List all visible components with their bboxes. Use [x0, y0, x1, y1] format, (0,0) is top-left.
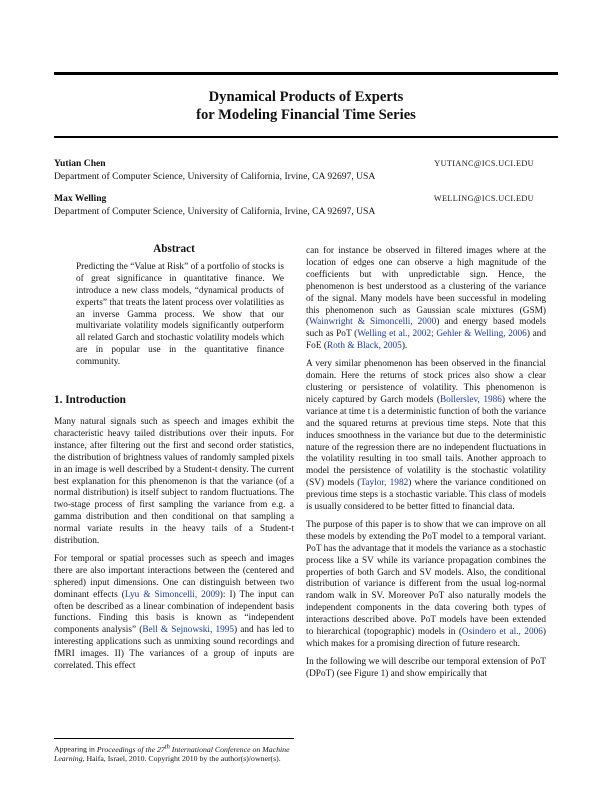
right-column [306, 246, 546, 687]
author-name: Max Welling [54, 193, 107, 204]
footnote: Appearing in Proceedings of the 27th International Conference on Machine Learning, Haifa, Israel, 2010. Copyright 2010 by the author(s)/owner(s). [54, 738, 294, 764]
citation-link[interactable]: Osindero et al., 2006 [461, 627, 543, 638]
bottom-title-rule [54, 136, 558, 138]
citation-link[interactable]: Wainwright & Simoncelli, 2000 [309, 317, 437, 328]
author-affiliation: Department of Computer Science, University of California, Irvine, CA 92697, USA [54, 171, 376, 182]
abstract-text: Predicting the “Value at Risk” of a portfolio of stocks is of great significance in quantitative finance. We introduce a new class models, “dynamical products of experts” that treats the latent process over volatilities as an inverse Gamma process. We show that our multivariate volatility models significantly outperform all related Garch and stochastic volatility models which are in popular use in the quantitative finance community. [76, 261, 284, 368]
abstract-heading: Abstract [153, 243, 195, 255]
paragraph: can for instance be observed in filtered images where at the location of edges one can observe a high magnitude of the coefficients but with unpredictable sign. Hence, the phenomenon is best understood as a clustering of the variance of the signal. Many models have been successful in modeling this phenomenon such as Gaussian scale mixtures (GSM) (Wainwright & Simoncelli, 2000) and energy based models such as PoT (Welling et al., 2002; Gehler & Welling, 2006) and FoE (Roth & Black, 2005). [306, 246, 546, 352]
paragraph: For temporal or spatial processes such as speech and images there are also important interactions between the (centered and sphered) input dimensions. One can distinguish between two dominant effects (Lyu & Simoncelli, 2009): I) The input can often be described as a linear combination of independent basis functions. Finding this basis is known as “independent components analysis” (Bell & Sejnowski, 1995) and has led to interesting applications such as unmixing sound recordings and fMRI images. II) The variances of a group of inputs are correlated. This effect [54, 553, 294, 672]
paragraph: The purpose of this paper is to show that we can improve on all these models by extending the PoT model to a temporal variant. PoT has the advantage that it models the variance as a stochastic process like a SV while its variance propagation combines the properties of both Garch and SV models. Also, the conditional distribution of variance is different from the usual log-normal random walk in SV. Moreover PoT also naturally models the independent components in the data covering both types of interactions described above. PoT models have been extended to hierarchical (topographic) models in (Osindero et al., 2006) which makes for a promising direction of future research. [306, 519, 546, 649]
author-block-1 [54, 157, 558, 183]
citation-link[interactable]: Welling et al., 2002; Gehler & Welling, 2006 [357, 329, 527, 340]
paragraph: A very similar phenomenon has been observed in the financial domain. Here the returns of stock prices also show a clear clustering or persistence of volatility. This phenomenon is nicely captured by Garch models (Bollerslev, 1986) where the variance at time t is a deterministic function of both the variance and the squared returns at previous time steps. Note that this induces smoothness in the variance but due to the deterministic nature of the regression there are no independent fluctuations in the volatility resulting in too small tails. Another approach to model the persistence of volatility is the stochastic volatility (SV) models (Taylor, 1982) where the variance conditioned on previous time steps is a stochastic variable. This class of models is usually considered to be better fitted to financial data. [306, 359, 546, 513]
author-name: Yutian Chen [54, 158, 106, 169]
paragraph: In the following we will describe our temporal extension of PoT (DPoT) (see Figure 1) and show empirically that [306, 656, 546, 679]
left-column [54, 244, 294, 679]
author-email: YUTIANC@ICS.UCI.EDU [434, 159, 534, 168]
top-rule [54, 72, 558, 75]
paragraph: Many natural signals such as speech and images exhibit the characteristic heavy tailed distributions over their inputs. For instance, after filtering out the first and second order statistics, the distribution of brightness values of randomly sampled pixels in an image is well described by a Student-t density. The current best explanation for this phenomenon is that the variance (of a normal distribution) is itself subject to random fluctuations. The two-stage process of first sampling the variance from e.g. a gamma distribution and then conditional on that sampling a normal variate results in the heavy tails of a Student-t distribution. [54, 416, 294, 547]
citation-link[interactable]: Bollerslev, 1986 [439, 394, 502, 405]
title-line-1: Dynamical Products of Experts [208, 89, 404, 105]
paper-title [54, 88, 558, 124]
citation-link[interactable]: Bell & Sejnowski, 1995 [142, 625, 235, 636]
citation-link[interactable]: Taylor, 1982 [360, 478, 409, 489]
title-line-2: for Modeling Financial Time Series [196, 107, 416, 123]
citation-link[interactable]: Roth & Black, 2005 [326, 341, 402, 352]
author-email: WELLING@ICS.UCI.EDU [433, 194, 534, 203]
author-affiliation: Department of Computer Science, University of California, Irvine, CA 92697, USA [54, 206, 376, 217]
section-heading: 1. Introduction [54, 394, 126, 407]
citation-link[interactable]: Lyu & Simoncelli, 2009 [124, 589, 220, 600]
author-block-2 [54, 192, 558, 218]
